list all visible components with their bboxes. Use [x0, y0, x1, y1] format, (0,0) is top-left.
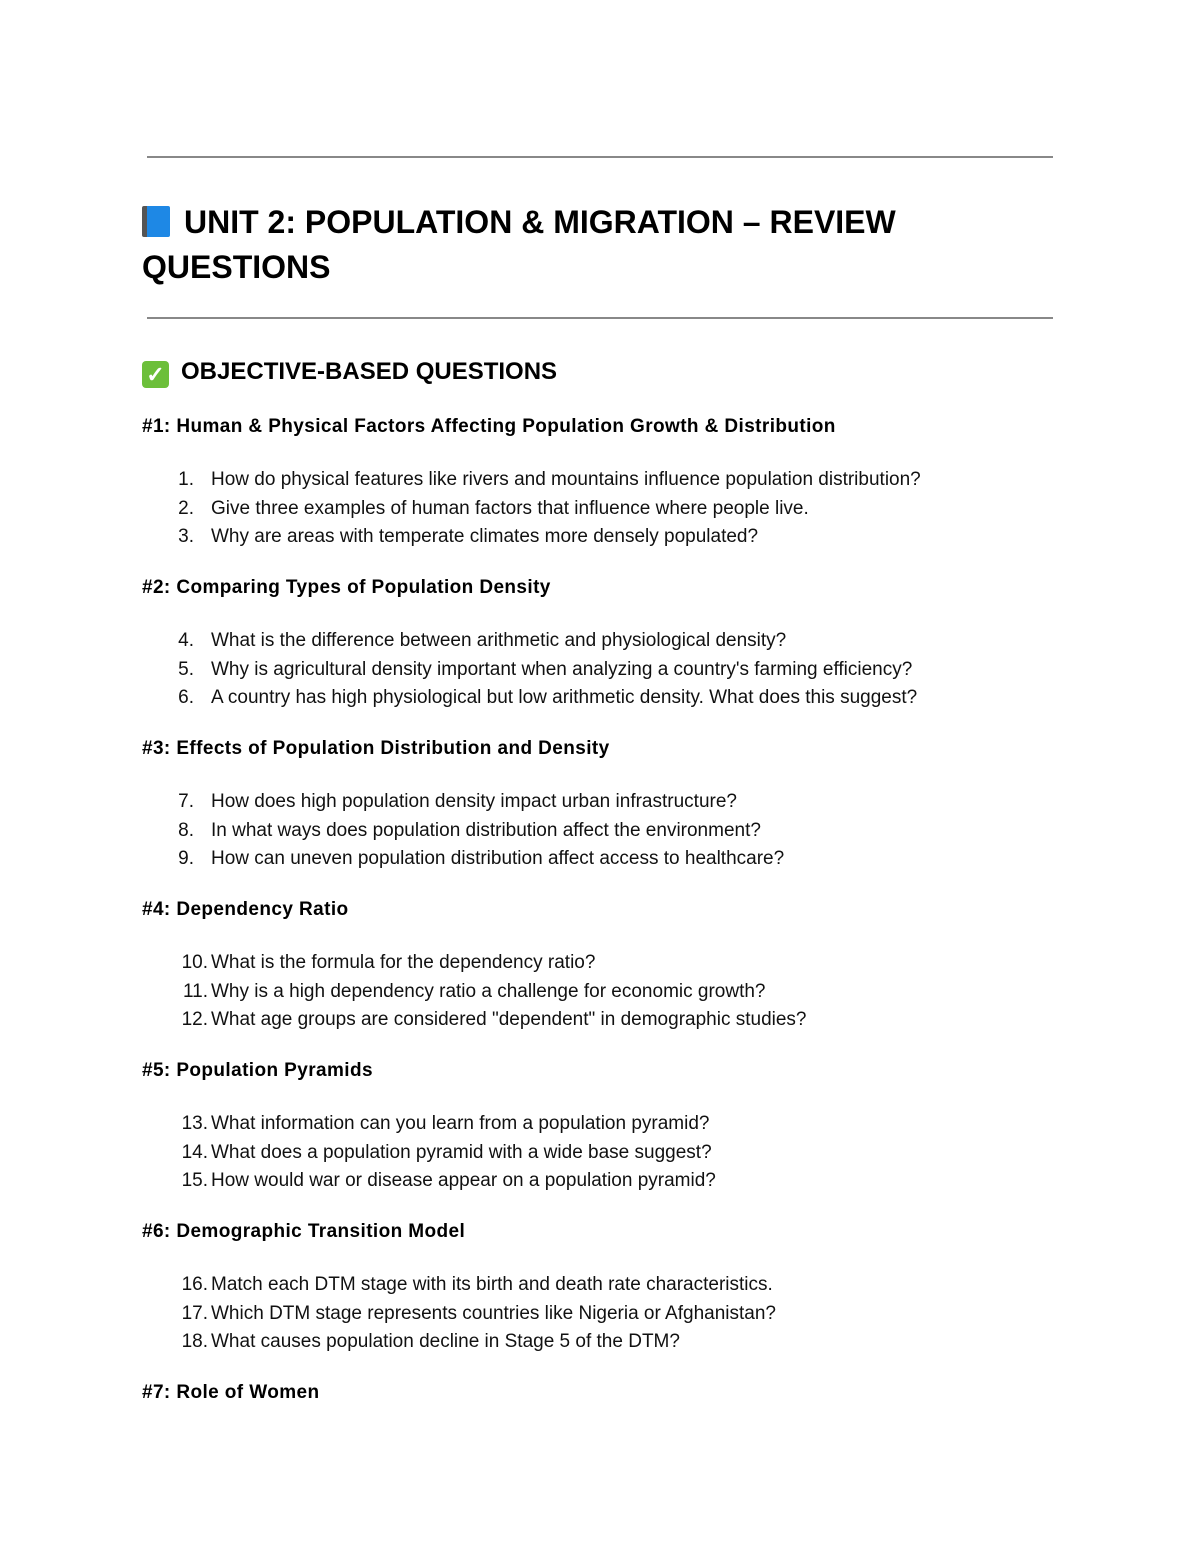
- item-number: 10.: [181, 952, 208, 973]
- item-number: 11.: [182, 980, 208, 1002]
- item-number: 17.: [181, 1302, 208, 1324]
- item-number: 14.: [181, 1141, 208, 1163]
- item-number: 3.: [178, 526, 194, 548]
- group-heading: #5: Population Pyramids: [142, 1060, 373, 1081]
- list-item: [142, 1167, 1082, 1196]
- question-text: Why is agricultural density important when analyzing a country's farming efficiency?: [211, 658, 913, 680]
- question-text: How can uneven population distribution affect access to healthcare?: [211, 848, 785, 870]
- page-title: [142, 200, 1042, 290]
- list-item: [142, 1328, 1082, 1357]
- question-text: What information can you learn from a population pyramid?: [211, 1113, 710, 1134]
- group-heading: #4: Dependency Ratio: [142, 899, 349, 920]
- question-text: What is the formula for the dependency ratio?: [211, 952, 596, 973]
- list-item: [142, 495, 1082, 524]
- section-heading-text: OBJECTIVE-BASED QUESTIONS: [181, 358, 558, 385]
- group-heading: #3: Effects of Population Distribution and Density: [142, 738, 610, 759]
- question-text: How does high population density impact urban infrastructure?: [211, 791, 737, 812]
- question-text: Which DTM stage represents countries like Nigeria or Afghanistan?: [211, 1302, 776, 1324]
- section-heading: [142, 355, 557, 389]
- item-number: 18.: [181, 1331, 208, 1353]
- question-text: Why is a high dependency ratio a challenge for economic growth?: [211, 980, 766, 1002]
- item-number: 1.: [178, 469, 194, 490]
- item-number: 8.: [178, 819, 194, 841]
- question-text: Give three examples of human factors that influence where people live.: [211, 497, 809, 519]
- check-mark-icon: ✓: [142, 361, 169, 388]
- item-number: 7.: [178, 791, 194, 812]
- question-text: Why are areas with temperate climates more densely populated?: [211, 526, 759, 548]
- list-item: [142, 1110, 1082, 1139]
- list-item: [142, 817, 1082, 846]
- question-text: Match each DTM stage with its birth and death rate characteristics.: [211, 1274, 773, 1295]
- page-title-text: UNIT 2: POPULATION & MIGRATION – REVIEW QUESTIONS: [142, 204, 896, 285]
- question-group: [142, 413, 1082, 574]
- group-heading: #2: Comparing Types of Population Density: [142, 577, 551, 598]
- horizontal-rule: [147, 156, 1053, 158]
- list-item: [142, 466, 1082, 495]
- question-group: [142, 1379, 1082, 1540]
- list-item: [142, 1300, 1082, 1329]
- list-item: [142, 978, 1082, 1007]
- question-text: What does a population pyramid with a wide base suggest?: [211, 1141, 712, 1163]
- question-text: How would war or disease appear on a population pyramid?: [211, 1170, 716, 1192]
- list-item: [142, 1006, 1082, 1035]
- question-text: A country has high physiological but low arithmetic density. What does this suggest?: [211, 687, 918, 709]
- list-item: [142, 523, 1082, 552]
- question-group: [142, 1218, 1082, 1379]
- group-heading: #1: Human & Physical Factors Affecting Population Growth & Distribution: [142, 416, 836, 437]
- list-item: [142, 1271, 1082, 1300]
- question-text: In what ways does population distribution affect the environment?: [211, 819, 761, 841]
- item-number: 13.: [181, 1113, 208, 1134]
- item-number: 15.: [181, 1170, 208, 1192]
- list-item: [142, 788, 1082, 817]
- horizontal-rule: [147, 317, 1053, 319]
- question-text: What age groups are considered "dependent" in demographic studies?: [211, 1009, 807, 1031]
- question-group: [142, 574, 1082, 735]
- list-item: [142, 949, 1082, 978]
- question-group: [142, 735, 1082, 896]
- list-item: [142, 656, 1082, 685]
- group-heading: #7: Role of Women: [142, 1382, 320, 1403]
- item-number: 4.: [178, 630, 194, 651]
- question-text: How do physical features like rivers and mountains influence population distribution?: [211, 469, 921, 490]
- question-text: What causes population decline in Stage 5 of the DTM?: [211, 1331, 680, 1353]
- item-number: 9.: [178, 848, 194, 870]
- item-number: 2.: [178, 497, 194, 519]
- question-text: What is the difference between arithmetic and physiological density?: [211, 630, 787, 651]
- question-groups: [142, 413, 1082, 1540]
- question-group: [142, 896, 1082, 1057]
- blue-book-icon: [142, 206, 170, 237]
- question-group: [142, 1057, 1082, 1218]
- list-item: [142, 845, 1082, 874]
- list-item: [142, 1139, 1082, 1168]
- item-number: 6.: [178, 687, 194, 709]
- item-number: 16.: [181, 1274, 208, 1295]
- list-item: [142, 684, 1082, 713]
- item-number: 5.: [178, 658, 194, 680]
- item-number: 12.: [181, 1009, 208, 1031]
- list-item: [142, 627, 1082, 656]
- group-heading: #6: Demographic Transition Model: [142, 1221, 466, 1242]
